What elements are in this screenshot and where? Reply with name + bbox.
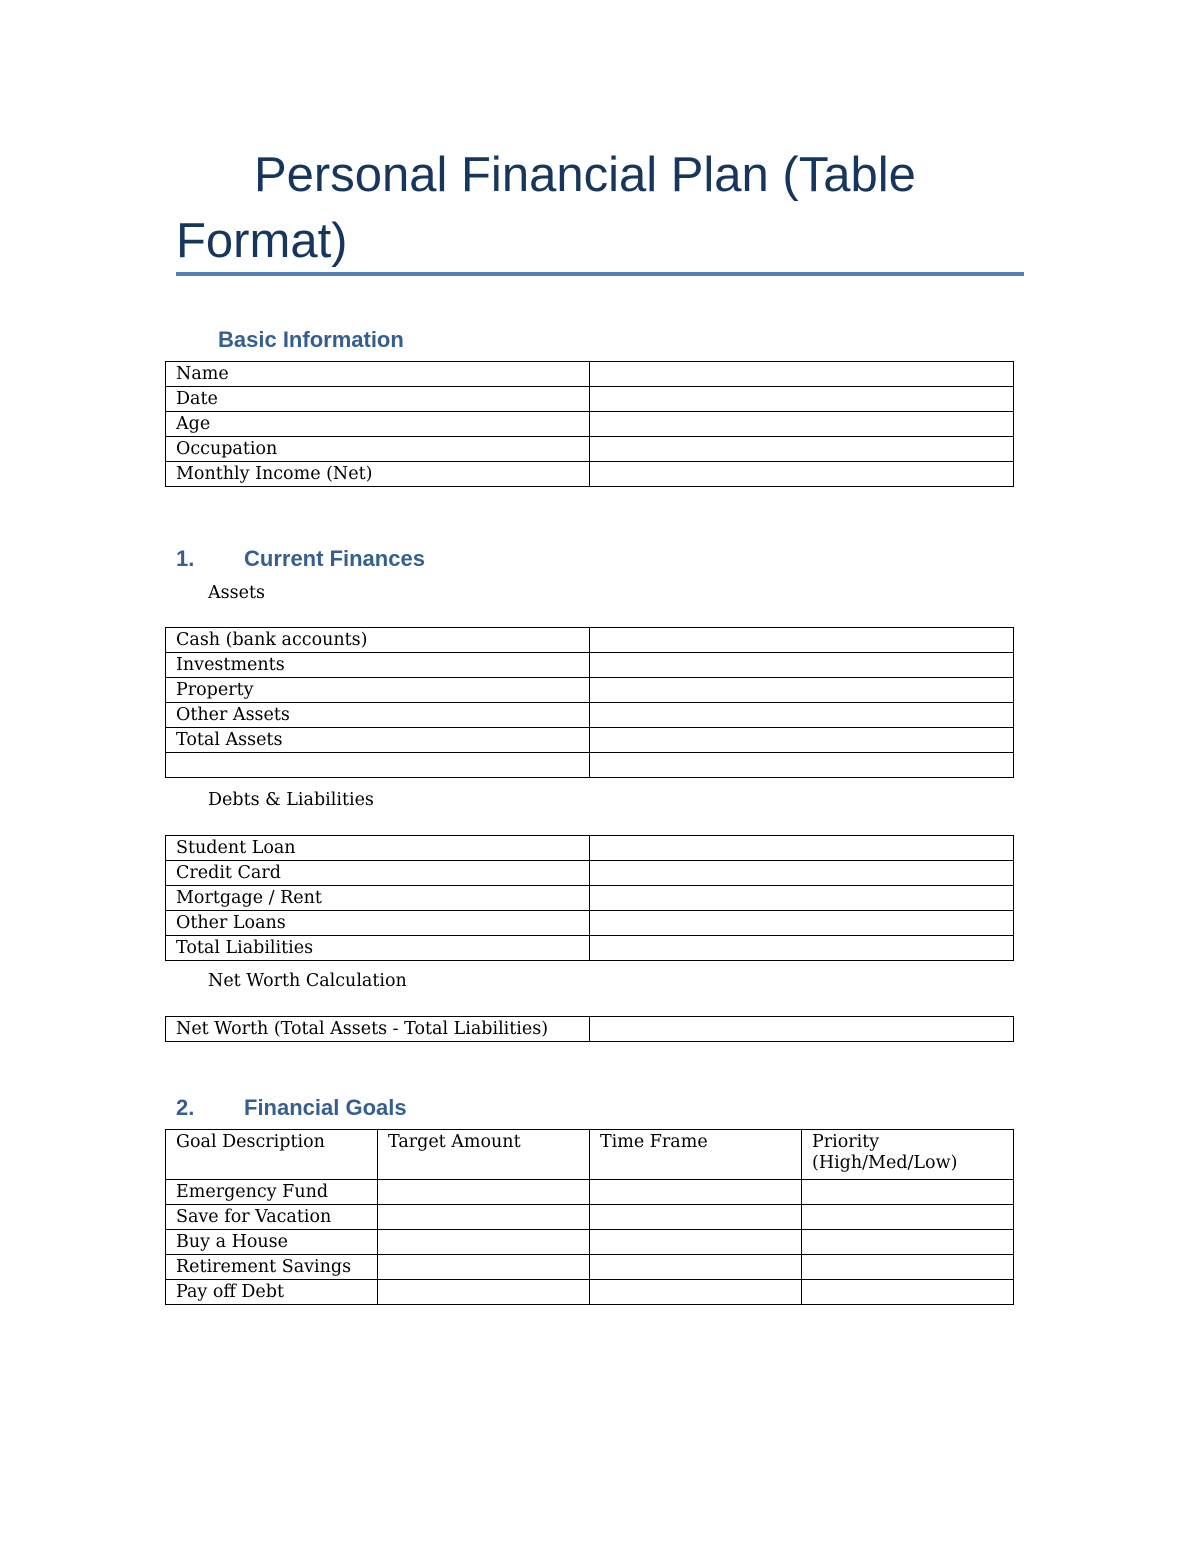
section-number: 1. bbox=[176, 546, 195, 571]
debts-row bbox=[166, 861, 1014, 886]
goal-entry-cell[interactable] bbox=[378, 1255, 590, 1280]
assets-label-cell: Total Assets bbox=[166, 728, 590, 753]
basic-information-table bbox=[165, 361, 1014, 487]
debts-row bbox=[166, 836, 1014, 861]
goal-description-cell: Retirement Savings bbox=[166, 1255, 378, 1280]
assets-value-cell[interactable] bbox=[590, 628, 1014, 653]
assets-label-cell: Property bbox=[166, 678, 590, 703]
debts-label-cell: Credit Card bbox=[166, 861, 590, 886]
debts-value-cell[interactable] bbox=[590, 886, 1014, 911]
basic-info-value-cell[interactable] bbox=[590, 462, 1014, 487]
goals-column-header: Priority (High/Med/Low) bbox=[802, 1130, 1014, 1180]
net-worth-label-cell: Net Worth (Total Assets - Total Liabilities) bbox=[166, 1017, 590, 1042]
goal-row bbox=[166, 1255, 1014, 1280]
goal-description-cell: Buy a House bbox=[166, 1230, 378, 1255]
debts-label-cell: Other Loans bbox=[166, 911, 590, 936]
assets-row bbox=[166, 678, 1014, 703]
assets-value-cell[interactable] bbox=[590, 753, 1014, 778]
goal-row bbox=[166, 1230, 1014, 1255]
goal-entry-cell[interactable] bbox=[378, 1180, 590, 1205]
assets-value-cell[interactable] bbox=[590, 678, 1014, 703]
goals-header-row bbox=[166, 1130, 1014, 1180]
net-worth-label: Net Worth Calculation bbox=[208, 971, 407, 991]
basic-info-label-cell: Name bbox=[166, 362, 590, 387]
basic-info-label-cell: Occupation bbox=[166, 437, 590, 462]
title-line-2: Format) bbox=[176, 214, 348, 268]
debts-row bbox=[166, 911, 1014, 936]
goals-column-header: Time Frame bbox=[590, 1130, 802, 1180]
assets-label-cell: Investments bbox=[166, 653, 590, 678]
basic-info-label-cell: Monthly Income (Net) bbox=[166, 462, 590, 487]
basic-info-row bbox=[166, 387, 1014, 412]
basic-information-heading: Basic Information bbox=[218, 327, 404, 352]
goal-entry-cell[interactable] bbox=[802, 1280, 1014, 1305]
goal-entry-cell[interactable] bbox=[802, 1205, 1014, 1230]
basic-info-value-cell[interactable] bbox=[590, 387, 1014, 412]
basic-info-label-cell: Age bbox=[166, 412, 590, 437]
assets-value-cell[interactable] bbox=[590, 703, 1014, 728]
title-underline bbox=[176, 272, 1024, 276]
goal-entry-cell[interactable] bbox=[802, 1255, 1014, 1280]
assets-row bbox=[166, 728, 1014, 753]
basic-info-row bbox=[166, 437, 1014, 462]
assets-table bbox=[165, 627, 1014, 778]
document-title bbox=[176, 142, 936, 274]
debts-label-cell: Total Liabilities bbox=[166, 936, 590, 961]
goal-description-cell: Emergency Fund bbox=[166, 1180, 378, 1205]
goals-column-header: Target Amount bbox=[378, 1130, 590, 1180]
financial-goals-heading bbox=[176, 1095, 407, 1121]
assets-row bbox=[166, 653, 1014, 678]
debts-label-cell: Student Loan bbox=[166, 836, 590, 861]
debts-value-cell[interactable] bbox=[590, 911, 1014, 936]
debts-value-cell[interactable] bbox=[590, 936, 1014, 961]
debts-table bbox=[165, 835, 1014, 961]
goal-row bbox=[166, 1205, 1014, 1230]
section-number: 2. bbox=[176, 1095, 195, 1120]
section-title: Current Finances bbox=[244, 546, 425, 571]
financial-goals-table bbox=[165, 1129, 1014, 1305]
title-line-1: Personal Financial Plan (Table bbox=[254, 148, 916, 202]
debts-value-cell[interactable] bbox=[590, 836, 1014, 861]
basic-info-value-cell[interactable] bbox=[590, 362, 1014, 387]
goal-entry-cell[interactable] bbox=[802, 1180, 1014, 1205]
goal-entry-cell[interactable] bbox=[378, 1205, 590, 1230]
debts-value-cell[interactable] bbox=[590, 861, 1014, 886]
goal-entry-cell[interactable] bbox=[590, 1280, 802, 1305]
assets-label-cell bbox=[166, 753, 590, 778]
debts-label: Debts & Liabilities bbox=[208, 790, 374, 810]
basic-info-label-cell: Date bbox=[166, 387, 590, 412]
goal-entry-cell[interactable] bbox=[378, 1230, 590, 1255]
goal-description-cell: Save for Vacation bbox=[166, 1205, 378, 1230]
basic-info-row bbox=[166, 462, 1014, 487]
goal-entry-cell[interactable] bbox=[590, 1255, 802, 1280]
current-finances-heading bbox=[176, 546, 425, 572]
goal-entry-cell[interactable] bbox=[590, 1205, 802, 1230]
goal-entry-cell[interactable] bbox=[590, 1230, 802, 1255]
goal-entry-cell[interactable] bbox=[802, 1230, 1014, 1255]
section-title: Financial Goals bbox=[244, 1095, 407, 1120]
assets-row bbox=[166, 703, 1014, 728]
debts-row bbox=[166, 886, 1014, 911]
goal-entry-cell[interactable] bbox=[590, 1180, 802, 1205]
assets-label-cell: Other Assets bbox=[166, 703, 590, 728]
assets-row bbox=[166, 753, 1014, 778]
goal-row bbox=[166, 1280, 1014, 1305]
basic-info-value-cell[interactable] bbox=[590, 412, 1014, 437]
debts-row bbox=[166, 936, 1014, 961]
assets-label: Assets bbox=[208, 583, 265, 603]
basic-info-row bbox=[166, 362, 1014, 387]
assets-value-cell[interactable] bbox=[590, 728, 1014, 753]
net-worth-row bbox=[166, 1017, 1014, 1042]
goal-row bbox=[166, 1180, 1014, 1205]
goal-entry-cell[interactable] bbox=[378, 1280, 590, 1305]
basic-info-value-cell[interactable] bbox=[590, 437, 1014, 462]
assets-value-cell[interactable] bbox=[590, 653, 1014, 678]
assets-label-cell: Cash (bank accounts) bbox=[166, 628, 590, 653]
basic-info-row bbox=[166, 412, 1014, 437]
debts-label-cell: Mortgage / Rent bbox=[166, 886, 590, 911]
net-worth-value-cell[interactable] bbox=[590, 1017, 1014, 1042]
net-worth-table bbox=[165, 1016, 1014, 1042]
assets-row bbox=[166, 628, 1014, 653]
goals-column-header: Goal Description bbox=[166, 1130, 378, 1180]
goal-description-cell: Pay off Debt bbox=[166, 1280, 378, 1305]
